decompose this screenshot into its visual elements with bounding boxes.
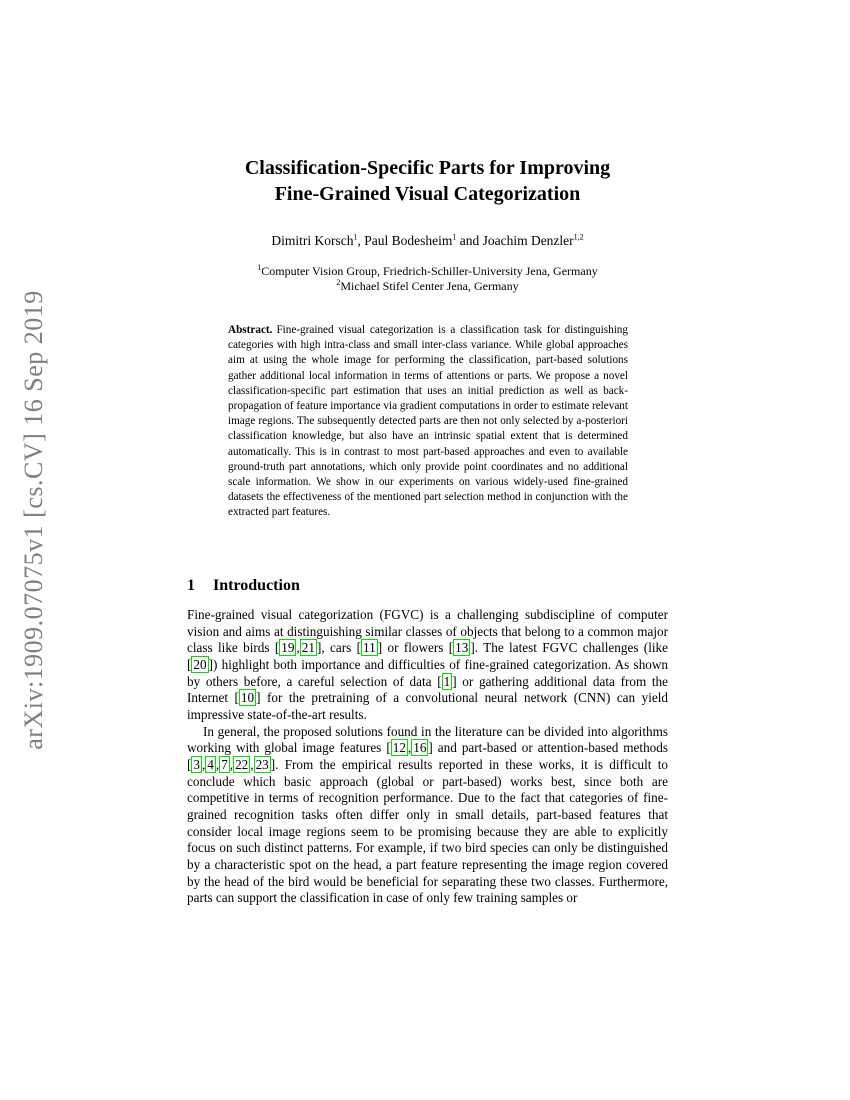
citation-link[interactable]: 10 bbox=[240, 690, 255, 706]
citation-link[interactable]: 13 bbox=[455, 640, 469, 656]
paragraph-text: , bbox=[202, 756, 206, 772]
paragraph-text: ] or flowers bbox=[377, 640, 449, 656]
paragraph-text: , bbox=[229, 756, 234, 772]
author-separator: and bbox=[456, 233, 483, 248]
abstract bbox=[228, 323, 628, 521]
affiliation-text: Computer Vision Group, Friedrich-Schiller-University Jena, Germany bbox=[261, 264, 598, 278]
abstract-text: Fine-grained visual categorization is a classification task for distinguishing categories with high intra-class and small inter-class variance. While global approaches aim at using the whole image for performing the classification, part-based solutions gather additional local information in terms of attentions or parts. We propose a novel classification-specific part estimation that uses an initial prediction as well as back-propagation of feature importance via gradient computations in order to estimate relevant image regions. The subsequently detected parts are then not only selected by a-posteriori classification knowledge, but also have an intrinsic spatial extent that is determined automatically. This is in contrast to most part-based approaches and even to available ground-truth part annotations, which only provide point coordinates and no additional scale information. We show in our experiments on various widely-used fine-grained datasets the effectiveness of the mentioned part selection method in conjunction with the extracted part features. bbox=[228, 324, 628, 519]
citation-link[interactable]: 4 bbox=[207, 756, 214, 772]
title-line-2: Fine-Grained Visual Categorization bbox=[274, 183, 581, 205]
author-affiliation-marker: 1 bbox=[452, 232, 457, 242]
paragraph-text: ], cars bbox=[316, 640, 357, 656]
citation-link[interactable]: 7 bbox=[221, 756, 228, 772]
paragraph: In general, the proposed solutions found in the literature can be divided into algorithms working with global image features [ 12 , 16 ] and part-based or attention-based methods [ 3 , 4 , 7 , 22 , 23 ]. From the empirical results reported in these works, it is difficult to conclude which basic approach (global or part-based) works best, since both are competitive in terms of recognition performance. Due to the fact that categories of fine-grained recognition tasks often differ only in small details, part-based features that consider local image regions seem to be promising because they are able to explicitly focus on such distinct patterns. For example, if two bird species can only be distinguished by a characteristic spot on the head, a part feature representing the image region covered by the head of the bird would be beneficial for separating these two classes. Furthermore, parts can support the classification in case of only few training samples or bbox=[187, 723, 668, 906]
section-title: Introduction bbox=[213, 577, 300, 594]
paragraph-text: , bbox=[296, 640, 300, 656]
paragraph-text: , bbox=[250, 756, 254, 772]
author-affiliation-marker: 1 bbox=[353, 232, 358, 242]
citation-link[interactable]: 22 bbox=[235, 756, 249, 772]
affiliation-text: Michael Stifel Center Jena, Germany bbox=[340, 279, 519, 293]
author-affiliation-marker: 1,2 bbox=[573, 232, 584, 242]
citation-link[interactable]: 20 bbox=[193, 656, 207, 672]
author-name: Joachim Denzler bbox=[482, 233, 574, 248]
citation-link[interactable]: 12 bbox=[392, 740, 406, 756]
citation-link[interactable]: 19 bbox=[281, 640, 295, 656]
paragraph-text: ] for the pretraining of a convolutional neural network (CNN) can yield impressive state-of-the-art results. bbox=[187, 690, 668, 722]
affiliation-line bbox=[150, 279, 705, 294]
arxiv-stamp bbox=[14, 290, 54, 750]
author-name: Dimitri Korsch bbox=[271, 233, 354, 248]
author-separator: , bbox=[357, 233, 365, 248]
paragraph-text: In general, the proposed solutions found in the literature can be divided into algorithms working with global image features bbox=[187, 723, 668, 756]
author-list bbox=[150, 232, 705, 250]
paragraph-text: ]. The latest FGVC challenges (like bbox=[470, 640, 668, 656]
body-text bbox=[187, 607, 668, 907]
arxiv-stamp-text: arXiv:1909.07075v1 [cs.CV] 16 Sep 2019 bbox=[19, 290, 49, 750]
citation-link[interactable]: 23 bbox=[255, 756, 269, 772]
affiliations bbox=[150, 264, 705, 294]
affiliation-line bbox=[150, 264, 705, 279]
author-name: Paul Bodesheim bbox=[364, 233, 453, 248]
paper-title bbox=[150, 155, 705, 207]
paragraph-text: Fine-grained visual categorization (FGVC) is a challenging subdiscipline of computer vision and aims at distinguishing similar classes of objects that belong to a common major class like birds bbox=[187, 607, 668, 656]
paragraph-text: ] or gathering additional data from the Internet bbox=[187, 673, 669, 706]
citation-link[interactable]: 1 bbox=[443, 673, 451, 689]
affiliation-marker: 2 bbox=[336, 278, 341, 287]
citation-link[interactable]: 11 bbox=[363, 640, 376, 656]
citation-link[interactable]: 21 bbox=[301, 640, 315, 656]
citation-link[interactable]: 16 bbox=[413, 740, 427, 756]
abstract-label: Abstract. bbox=[228, 324, 273, 336]
paragraph-text: ] and part-based or attention-based methods bbox=[428, 740, 668, 756]
paragraph-text: ]) highlight both importance and difficulties of fine-grained categorization. As shown by others before, a careful selection of data bbox=[187, 656, 668, 689]
paragraph-text: , bbox=[215, 756, 220, 772]
paragraph: Fine-grained visual categorization (FGVC) is a challenging subdiscipline of computer vision and aims at distinguishing similar classes of objects that belong to a common major class like birds [ 19 , 21 ], cars [ 11 ] or flowers [ 13 ]. The latest FGVC challenges (like [ 20 ]) highlight both importance and difficulties of fine-grained categorization. As shown by others before, a careful selection of data [ 1 ] or gathering additional data from the Internet [ 10 ] for the pretraining of a convolutional neural network (CNN) can yield impressive state-of-the-art results. bbox=[187, 607, 669, 722]
section-number: 1 bbox=[187, 577, 195, 594]
title-line-1: Classification-Specific Parts for Improving bbox=[244, 157, 611, 179]
paragraph-text: , bbox=[407, 740, 412, 756]
section-heading bbox=[187, 576, 300, 596]
affiliation-marker: 1 bbox=[257, 263, 262, 272]
citation-link[interactable]: 3 bbox=[193, 756, 200, 772]
paragraph-text: ]. From the empirical results reported in these works, it is difficult to conclude which basic approach (global or part-based) works best, since both are competitive in terms of recognition performance. Due to the fact that categories of fine-grained recognition tasks often differ only in small details, part-based features that consider local image regions seem to be promising because they are able to explicitly focus on such distinct patterns. For example, if two bird species can only be distinguished by a characteristic spot on the head, a part feature representing the image region covered by the head of the bird would be beneficial for separating these two classes. Furthermore, parts can support the classification in case of only few training samples or bbox=[187, 756, 668, 906]
